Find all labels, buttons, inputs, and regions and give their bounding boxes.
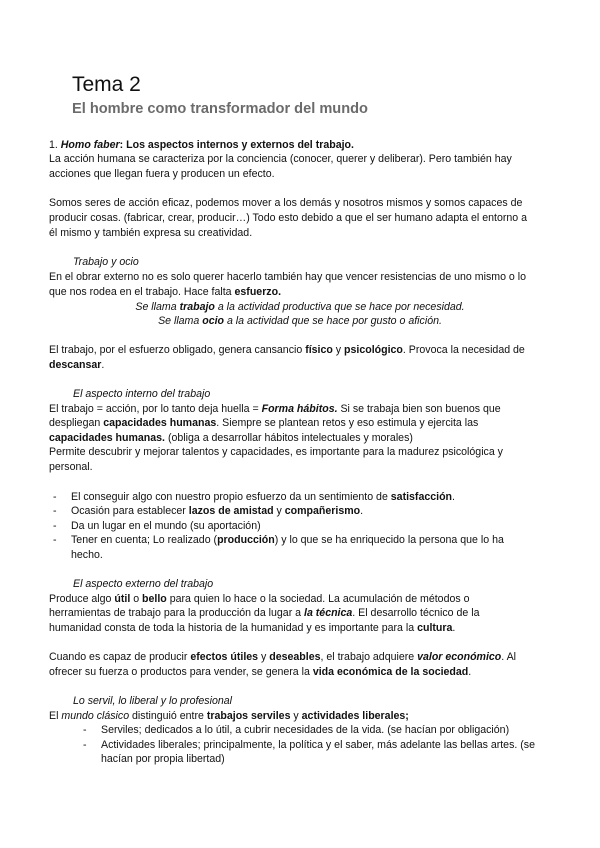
- list-item: Tener en cuenta; Lo realizado (producción) y lo que se ha enriquecido la persona que lo ha: [71, 534, 504, 546]
- bullet-dash: -: [53, 534, 57, 546]
- paragraph-line: Cuando es capaz de producir efectos útiles y deseables, el trabajo adquiere valor económico. Al: [49, 651, 517, 663]
- paragraph-line: El mundo clásico distinguió entre trabajos serviles y actividades liberales;: [49, 710, 409, 722]
- subsection-heading-trabajo-ocio: Trabajo y ocio: [73, 256, 139, 268]
- paragraph-line: él mismo y también expresa su creatividad.: [49, 227, 253, 239]
- bullet-dash: -: [53, 520, 57, 532]
- subsection-heading-externo: El aspecto externo del trabajo: [73, 578, 214, 590]
- paragraph-line: El trabajo, por el esfuerzo obligado, genera cansancio físico y psicológico. Provoca la necesidad de: [49, 344, 525, 356]
- list-item: Actividades liberales; principalmente, la política y el saber, más adelante las bellas artes. (se: [101, 739, 535, 751]
- list-item: Ocasión para establecer lazos de amistad y compañerismo.: [71, 505, 364, 517]
- list-item: Serviles; dedicados a lo útil, a cubrir necesidades de la vida. (se hacían por obligación): [101, 724, 510, 736]
- section-1-heading: 1. Homo faber: Los aspectos internos y externos del trabajo.: [49, 139, 354, 151]
- paragraph-line: que nos rodea en el trabajo. Hace falta esfuerzo.: [49, 286, 282, 298]
- paragraph-line: El trabajo = acción, por lo tanto deja huella = Forma hábitos. Si se trabaja bien son buenos que: [49, 403, 501, 415]
- paragraph-line: producir cosas. (fabricar, crear, producir…) Todo esto debido a que el ser humano adapta el entorno a: [49, 212, 527, 224]
- paragraph-line: despliegan capacidades humanas. Siempre se plantean retos y eso estimula y ejercita las: [49, 417, 479, 429]
- paragraph-line: Permite descubrir y mejorar talentos y capacidades, es importante para la madurez psicológica y: [49, 446, 503, 458]
- bullet-dash: -: [83, 739, 87, 751]
- definition-ocio: Se llama ocio a la actividad que se hace por gusto o afición.: [158, 315, 442, 327]
- subsection-heading-interno: El aspecto interno del trabajo: [73, 388, 211, 400]
- paragraph-line: capacidades humanas. (obliga a desarrollar hábitos intelectuales y morales): [49, 432, 413, 444]
- paragraph-line: herramientas de trabajo para la producción da lugar a la técnica. El desarrollo técnico de la: [49, 607, 480, 619]
- paragraph-line: Somos seres de acción eficaz, podemos mover a los demás y nosotros mismos y somos capaces de: [49, 197, 523, 209]
- paragraph-line: personal.: [49, 461, 93, 473]
- paragraph-line: acciones que llegan fuera y producen un efecto.: [49, 168, 275, 180]
- page-title: Tema 2: [72, 73, 141, 96]
- paragraph-line: La acción humana se caracteriza por la conciencia (conocer, querer y deliberar). Pero también hay: [49, 153, 512, 165]
- definition-trabajo: Se llama trabajo a la actividad productiva que se hace por necesidad.: [135, 301, 465, 313]
- paragraph-line: humanidad consta de toda la historia de la humanidad y es importante para la cultura.: [49, 622, 456, 634]
- paragraph-line: descansar.: [49, 359, 105, 371]
- list-item-continuation: hacían por propia libertad): [101, 753, 225, 765]
- paragraph-line: ofrecer su fuerza o productos para vender, se genera la vida económica de la sociedad.: [49, 666, 472, 678]
- paragraph-line: En el obrar externo no es solo querer hacerlo también hay que vencer resistencias de uno mismo o lo: [49, 271, 526, 283]
- bullet-dash: -: [53, 491, 57, 503]
- paragraph-line: Produce algo útil o bello para quien lo hace o la sociedad. La acumulación de métodos o: [49, 593, 470, 605]
- list-item: Da un lugar en el mundo (su aportación): [71, 520, 261, 532]
- bullet-dash: -: [53, 505, 57, 517]
- list-item-continuation: hecho.: [71, 549, 103, 561]
- subsection-heading-servil: Lo servil, lo liberal y lo profesional: [73, 695, 232, 707]
- list-item: El conseguir algo con nuestro propio esfuerzo da un sentimiento de satisfacción.: [71, 491, 455, 503]
- bullet-dash: -: [83, 724, 87, 736]
- page-subtitle: El hombre como transformador del mundo: [72, 101, 368, 117]
